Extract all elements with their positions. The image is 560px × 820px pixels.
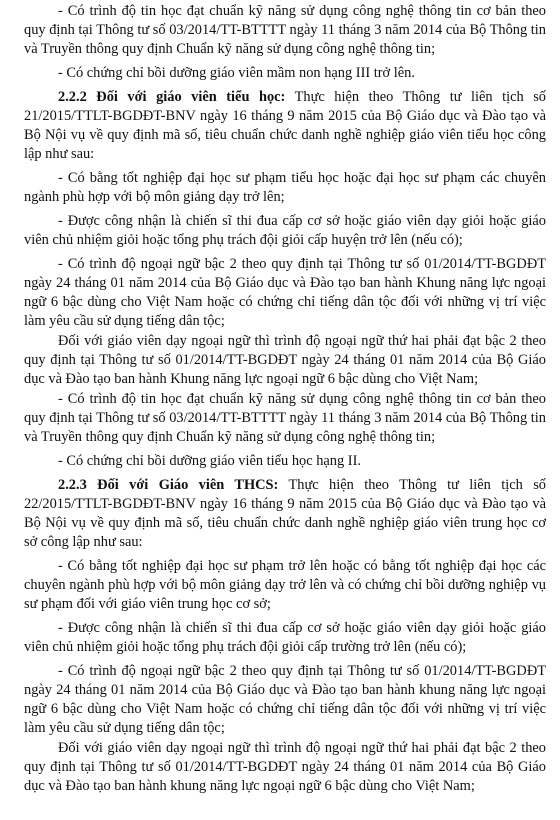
- paragraph-preschool-certificate: - Có chứng chỉ bồi dưỡng giáo viên mầm non hạng III trở lên.: [58, 65, 415, 81]
- list-item: - Có trình độ ngoại ngữ bậc 2 theo quy định tại Thông tư số 01/2014/TT-BGDĐT ngày 24 tháng 01 năm 2014 của Bộ Giáo dục và Đào tạo ban hành Khung năng lực ngoại ngữ 6 bậc dùng cho Việt Nam hoặc có chứng chỉ tiếng dân tộc đối với những vị trí việc làm yêu cầu sử dụng tiếng dân tộc;: [24, 256, 546, 329]
- section-heading-thcs: [24, 476, 546, 552]
- section-title: Đối với giáo viên tiểu học:: [96, 89, 286, 105]
- section-intro: Thực hiện theo Thông tư liên tịch số 21/2015/TTLT-BGDĐT-BNV ngày 16 tháng 9 năm 2015 của Bộ Giáo dục và Đào tạo và Bộ Nội vụ về quy định mã số, tiêu chuẩn chức danh nghề nghiệp giáo viên tiểu học công lập như sau:: [24, 89, 546, 162]
- section-title: Đối với Giáo viên THCS:: [97, 477, 279, 493]
- list-item: - Có bằng tốt nghiệp đại học sư phạm trở lên hoặc có bằng tốt nghiệp đại học các chuyên ngành phù hợp với bộ môn giảng dạy trở lên và có chứng chỉ bồi dưỡng nghiệp vụ sư phạm đối với giáo viên trung học cơ sở;: [24, 558, 546, 612]
- list-item: - Có trình độ ngoại ngữ bậc 2 theo quy định tại Thông tư số 01/2014/TT-BGDĐT ngày 24 tháng 01 năm 2014 của Bộ Giáo dục và Đào tạo ban hành khung năng lực ngoại ngữ 6 bậc dùng cho Việt Nam hoặc có chứng chỉ tiếng dân tộc đối với những vị trí việc làm yêu cầu sử dụng tiếng dân tộc;: [24, 663, 546, 736]
- list-item: - Được công nhận là chiến sĩ thi đua cấp cơ sở hoặc giáo viên dạy giỏi hoặc giáo viên chủ nhiệm giỏi hoặc tổng phụ trách đội giỏi cấp huyện trở lên (nếu có);: [24, 213, 546, 248]
- list-item: - Được công nhận là chiến sĩ thi đua cấp cơ sở hoặc giáo viên dạy giỏi hoặc giáo viên chủ nhiệm giỏi hoặc tổng phụ trách đội giỏi cấp trường trở lên (nếu có);: [24, 620, 546, 655]
- list-item: - Có trình độ tin học đạt chuẩn kỹ năng sử dụng công nghệ thông tin cơ bản theo quy định tại Thông tư số 03/2014/TT-BTTTT ngày 11 tháng 3 năm 2014 của Bộ Thông tin và Truyền thông quy định Chuẩn kỹ năng sử dụng công nghệ thông tin;: [24, 391, 546, 445]
- paragraph-it-standard-preschool: - Có trình độ tin học đạt chuẩn kỹ năng sử dụng công nghệ thông tin cơ bản theo quy định tại Thông tư số 03/2014/TT-BTTTT ngày 11 tháng 3 năm 2014 của Bộ Thông tin và Truyền thông quy định Chuẩn kỹ năng sử dụng công nghệ thông tin;: [24, 3, 546, 57]
- list-item: - Có bằng tốt nghiệp đại học sư phạm tiểu học hoặc đại học sư phạm các chuyên ngành phù hợp với bộ môn giảng dạy trở lên;: [24, 170, 546, 205]
- section-intro: Thực hiện theo Thông tư liên tịch số 22/2015/TTLT-BGDĐT-BNV ngày 16 tháng 9 năm 2015 của Bộ Giáo dục và Đào tạo và Bộ Nội vụ về quy định mã số, tiêu chuẩn chức danh nghề nghiệp giáo viên trung học cơ sở công lập như sau:: [24, 477, 546, 550]
- list-item: - Có chứng chỉ bồi dưỡng giáo viên tiểu học hạng II.: [58, 453, 361, 469]
- section-number: 2.2.3: [58, 477, 87, 493]
- list-item: Đối với giáo viên dạy ngoại ngữ thì trình độ ngoại ngữ thứ hai phải đạt bậc 2 theo quy định tại Thông tư số 01/2014/TT-BGDĐT ngày 24 tháng 01 năm 2014 của Bộ Giáo dục và Đào tạo ban hành Khung năng lực ngoại ngữ 6 bậc dùng cho Việt Nam;: [24, 333, 546, 387]
- list-item: Đối với giáo viên dạy ngoại ngữ thì trình độ ngoại ngữ thứ hai phải đạt bậc 2 theo quy định tại Thông tư số 01/2014/TT-BGDĐT ngày 24 tháng 01 năm 2014 của Bộ Giáo dục và Đào tạo ban hành khung năng lực ngoại ngữ 6 bậc dùng cho Việt Nam;: [24, 740, 546, 794]
- section-heading-tieu-hoc: [24, 88, 546, 164]
- section-number: 2.2.2: [58, 89, 87, 105]
